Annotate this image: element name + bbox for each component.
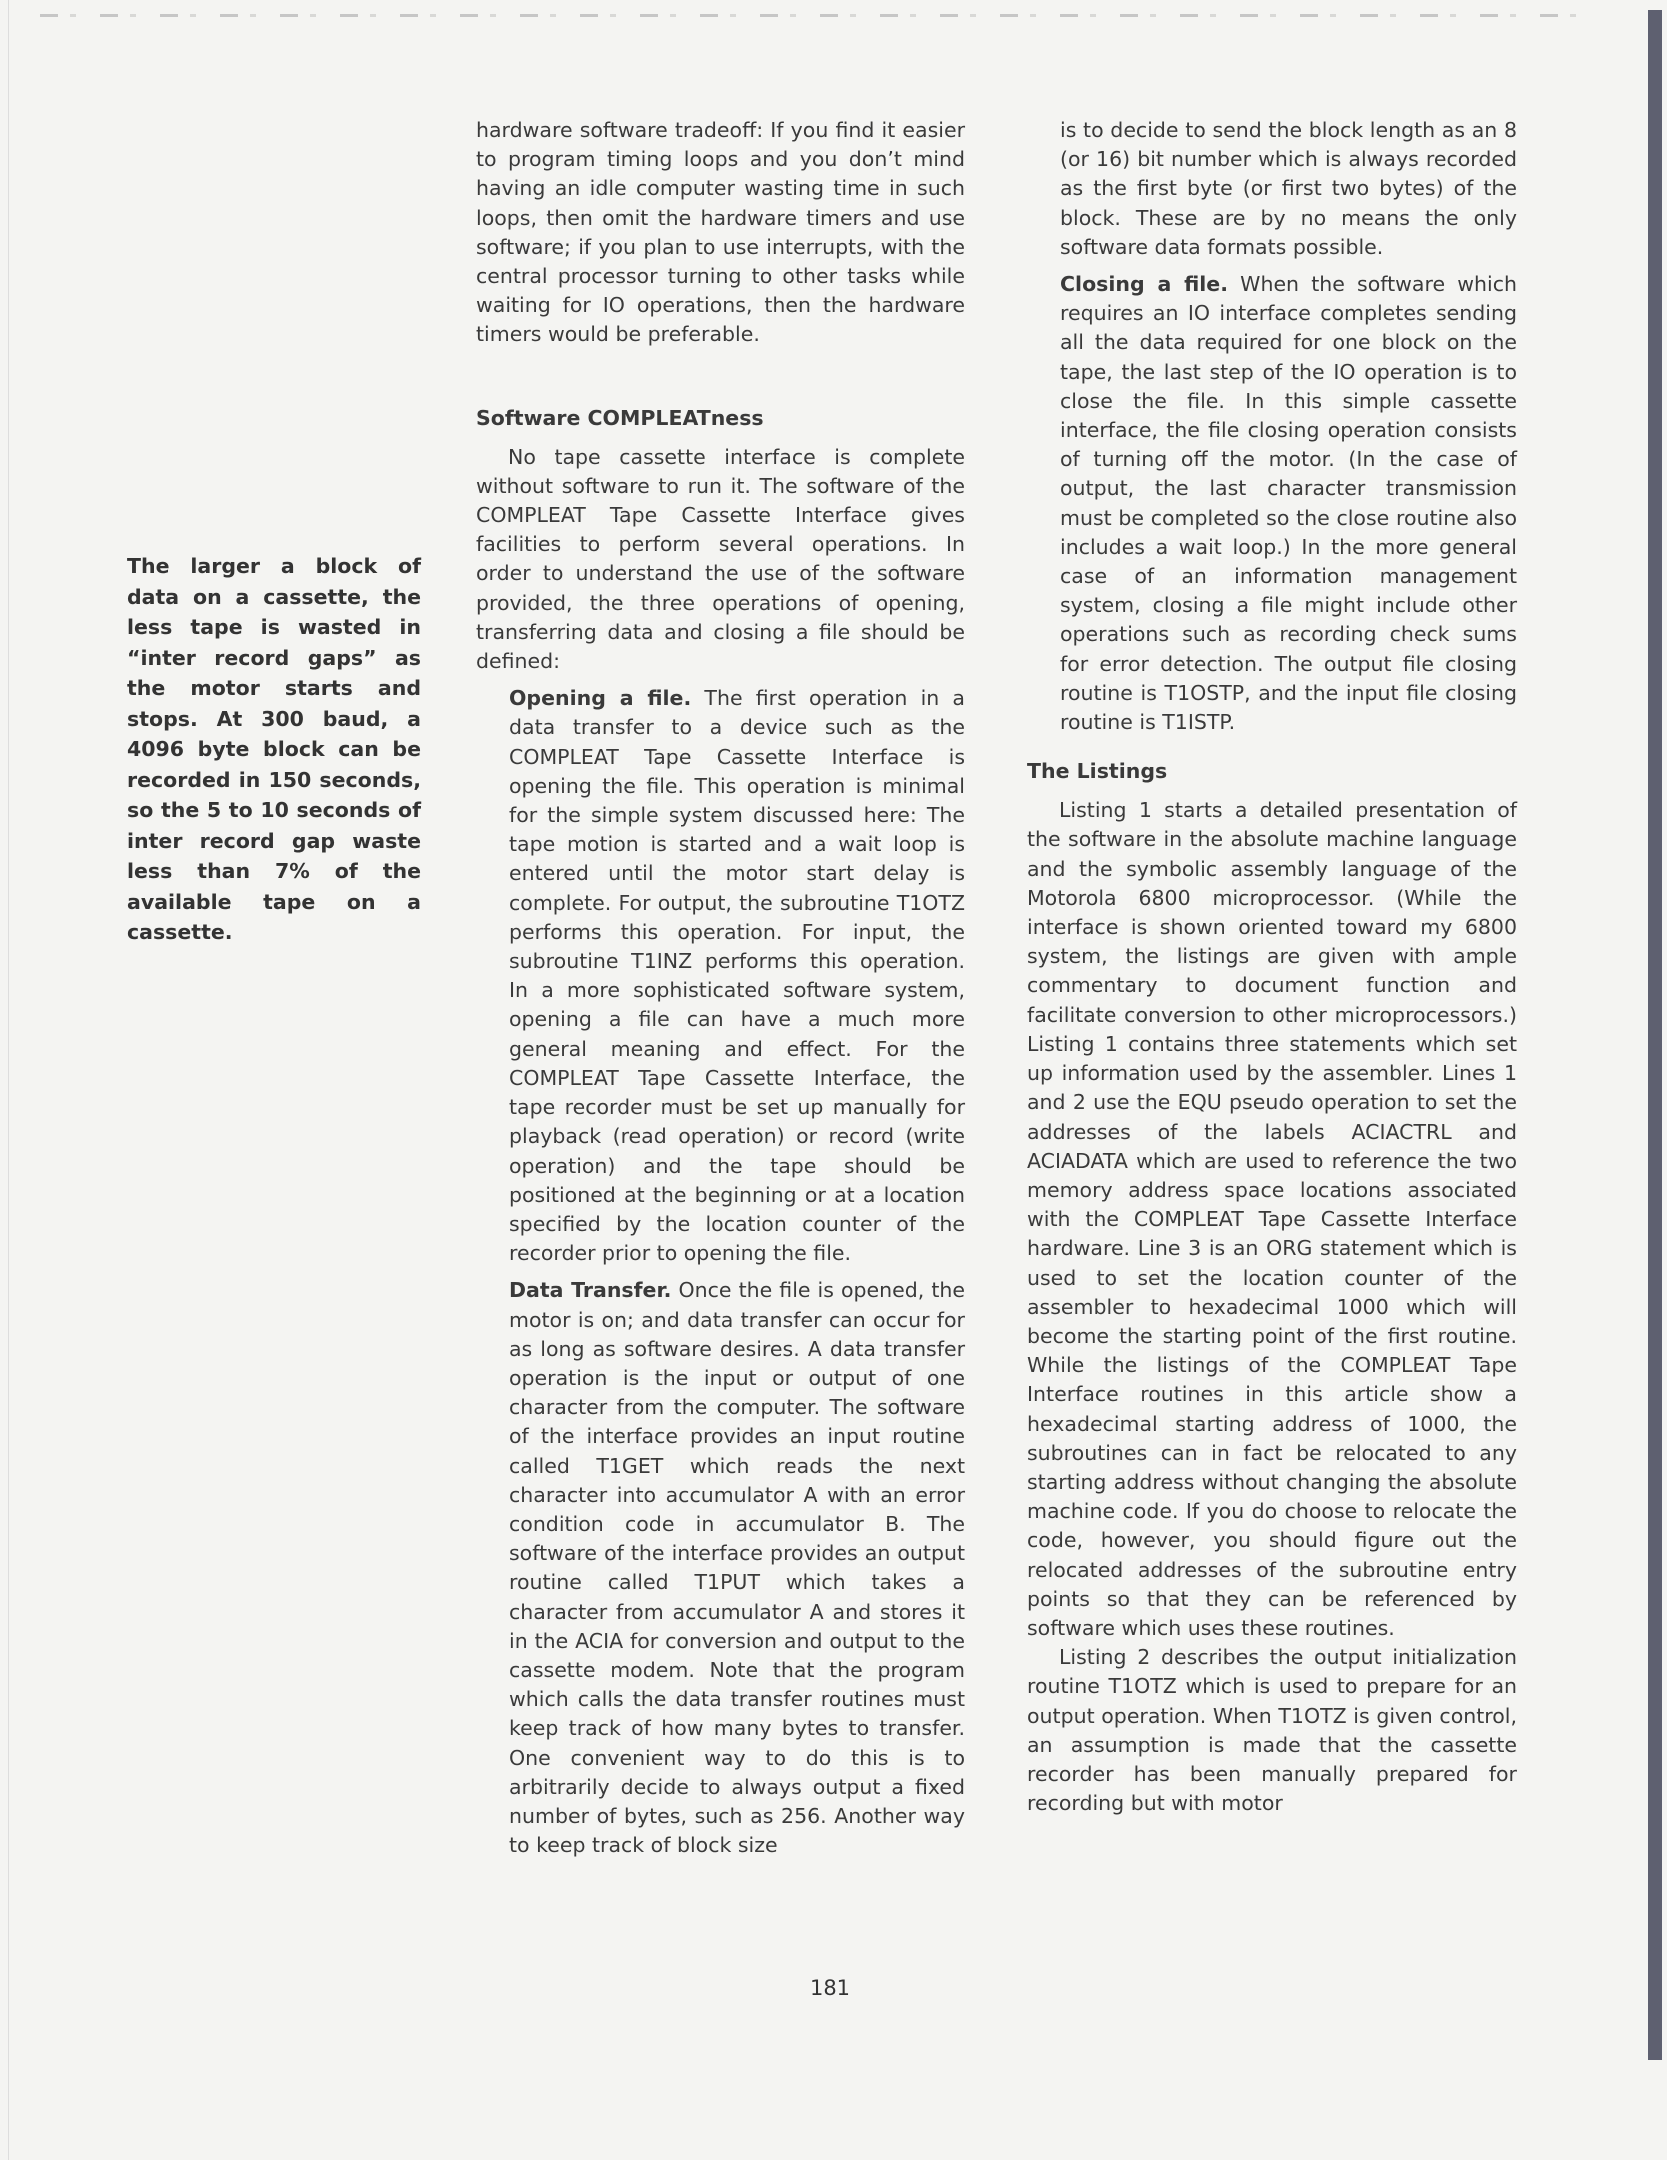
definition-closing: [1060, 270, 1517, 737]
definition-text: The first operation in a data transfer to a device such as the COMPLEAT Tape Cassette Interface is opening the file. This operation is minimal for the simple system discussed here: The tape motion is started and a wait loop is entered until the motor start delay is complete. For output, the subroutine T1OTZ performs this operation. For input, the subroutine T1INZ performs this operation. In a more sophisticated software system, opening a file can have a much more general meaning and effect. For the COMPLEAT Tape Cassette Interface, the tape recorder must be set up manually for playback (read operation) or record (write operation) and the tape should be positioned at the beginning or at a location specified by the location counter of the recorder prior to opening the file.: [509, 686, 965, 1266]
definition-text: Once the file is opened, the motor is on; and data transfer can occur for as long as software desires. A data transfer operation is the input or output of one character from the computer. The software of the interface provides an input routine called T1GET which reads the next character into accumulator A with an error condition code in accumulator B. The software of the interface provides an output routine called T1PUT which takes a character from accumulator A and stores it in the ACIA for conversion and output to the cassette modem. Note that the program which calls the data transfer routines must keep track of how many bytes to transfer. One convenient way to do this is to arbitrarily decide to always output a fixed number of bytes, such as 256. Another way to keep track of block size: [509, 1278, 965, 1858]
scan-left-edge: [8, 0, 9, 2160]
page-number: 181: [809, 1976, 851, 2000]
definition-text: When the software which requires an IO interface completes sending all the data required for one block on the tape, the last step of the IO operation is to close the file. In this simple cassette interface, the file closing operation consists of turning off the motor. (In the case of output, the last character transmission must be completed so the close routine also includes a wait loop.) In the more general case of an information management system, closing a file might include other operations such as recording check sums for error detection. The output file closing routine is T1OSTP, and the input file closing routine is T1ISTP.: [1060, 272, 1517, 735]
section-heading: The Listings: [1027, 759, 1168, 784]
definition-opening: [509, 684, 965, 1268]
paragraph: hardware software tradeoff: If you find it easier to program timing loops and you don’t mind having an idle computer wasting time in such loops, then omit the hardware timers and use software; if you plan to use interrupts, with the central processor turning to other tasks while waiting for IO operations, then the hardware timers would be preferable.: [476, 118, 965, 347]
term: Data Transfer.: [509, 1278, 672, 1303]
middle-column: [476, 116, 965, 1868]
scan-top-noise: [40, 14, 1580, 17]
paragraph: Listing 1 starts a detailed presentation of the software in the absolute machine language and the symbolic assembly language of the Motorola 6800 microprocessor. (While the interface is shown oriented toward my 6800 system, the listings are given with ample commentary to document function and facilitate conversion to other microprocessors.) Listing 1 contains three statements which set up information used by the assembler. Lines 1 and 2 use the EQU pseudo operation to set the addresses of the labels ACIACTRL and ACIADATA which are used to reference the two memory address space locations associated with the COMPLEAT Tape Cassette Interface hardware. Line 3 is an ORG statement which is used to set the location counter of the assembler to hexadecimal 1000 which will become the starting point of the first routine. While the listings of the COMPLEAT Tape Interface routines in this article show a hexadecimal starting address of 1000, the subroutines can in fact be relocated to any starting address without changing the absolute machine code. If you do choose to relocate the code, however, you should figure out the relocated addresses of the subroutine entry points so that they can be referenced by software which uses these routines.: [1027, 798, 1517, 1640]
paragraph: No tape cassette interface is complete without software to run it. The software of the COMPLEAT Tape Cassette Interface gives facilities to perform several operations. In order to understand the use of the software provided, the three operations of opening, transferring data and closing a file should be defined:: [476, 444, 965, 674]
paragraph: is to decide to send the block length as an 8 (or 16) bit number which is always recorded as the first byte (or first two bytes) of the block. These are by no means the only software data formats possible.: [1060, 118, 1517, 259]
sidebar-note: The larger a block of data on a cassette, the less tape is wasted in “inter record gaps” as the motor starts and stops. At 300 baud, a 4096 byte block can be recorded in 150 seconds, so the 5 to 10 seconds of inter record gap waste less than 7% of the available tape on a cassette.: [127, 554, 421, 944]
term: Opening a file.: [509, 686, 692, 711]
sidebar-pull-quote: [127, 551, 421, 956]
right-column: [1027, 116, 1517, 1826]
section-heading: Software COMPLEATness: [476, 405, 764, 430]
definition-transfer: [509, 1276, 965, 1860]
scan-binding-edge: [1648, 10, 1662, 2060]
term: Closing a file.: [1060, 272, 1228, 297]
paragraph: Listing 2 describes the output initialization routine T1OTZ which is used to prepare for an output operation. When T1OTZ is given control, an assumption is made that the cassette recorder has been manually prepared for recording but with motor: [1027, 1645, 1517, 1816]
